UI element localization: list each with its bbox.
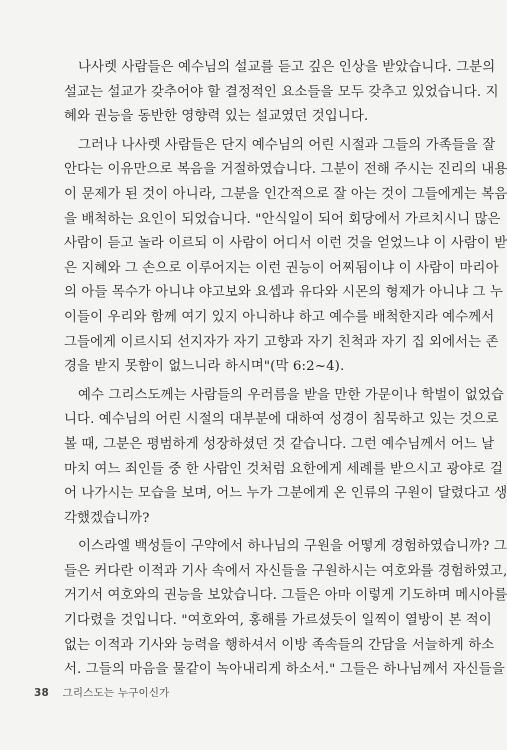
text-line: 예수 그리스도께는 사람들의 우러름을 받을 만한 가문이나 학벌이 없었습 <box>78 387 504 403</box>
page-footer <box>34 685 170 700</box>
text-line: 이들이 우리와 함께 여기 있지 아니하냐 하고 예수를 배척한지라 예수께서 <box>64 309 495 325</box>
text-line: 기다렸을 것입니다. "여호와여, 홍해를 가르셨듯이 일찍이 열방이 본 적이 <box>64 613 492 629</box>
text-line: 각했겠습니까? <box>64 510 150 526</box>
text-line: 경을 받지 못함이 없느니라 하시며"(막 6:2~4). <box>64 359 345 375</box>
text-line: 혜와 권능을 동반한 영향력 있는 설교였던 것입니다. <box>64 109 369 125</box>
text-line: 어 나가시는 모습을 보며, 어느 누가 그분에게 온 인류의 구원이 달렸다고 생 <box>64 486 507 502</box>
text-line: 이 문제가 된 것이 아니라, 그분을 인간적으로 잘 아는 것이 그들에게는 복음 <box>64 186 507 202</box>
paragraph <box>64 134 507 380</box>
text-line: 볼 때, 그분은 평범하게 성장하셨던 것 같습니다. 그런 예수님께서 어느 날 <box>64 436 495 452</box>
text-line: 설교는 설교가 갖추어야 할 결정적인 요소들을 모두 갖추고 있었습니다. 지 <box>64 84 499 100</box>
book-title: 그리스도는 누구이신가 <box>62 687 170 699</box>
text-line: 을 배척하는 요인이 되었습니다. "안식일이 되어 회당에서 가르치시니 많은 <box>64 211 501 227</box>
text-line: 그들에게 이르시되 선지자가 자기 고향과 자기 친척과 자기 집 외에서는 존 <box>64 334 499 350</box>
text-line: 서. 그들의 마음을 물같이 녹아내리게 하소서." 그들은 하나님께서 자신들을 <box>64 662 505 678</box>
text-line: 사람이 듣고 놀라 이르되 이 사람이 어디서 이런 것을 얻었느냐 이 사람이 받 <box>64 236 507 252</box>
page-number: 38 <box>34 687 50 699</box>
text-line: 의 아들 목수가 아니냐 야고보와 요셉과 유다와 시몬의 형제가 아니냐 그 누 <box>64 285 503 301</box>
text-line: 들은 커다란 이적과 기사 속에서 자신들을 구원하시는 여호와를 경험하였고, <box>64 563 507 579</box>
text-line: 안다는 이유만으로 복음을 거절하였습니다. 그분이 전해 주시는 진리의 내용 <box>64 162 507 178</box>
text-line: 거기서 여호와의 권능을 보았습니다. 그들은 아마 이렇게 기도하며 메시아를 <box>64 588 507 604</box>
text-line: 은 지혜와 그 손으로 이루어지는 이런 권능이 어찌됨이냐 이 사람이 마리아 <box>64 260 499 276</box>
paragraph <box>64 56 499 130</box>
text-line: 니다. 예수님의 어린 시절의 대부분에 대하여 성경이 침묵하고 있는 것으로 <box>64 412 499 428</box>
body-text <box>64 56 507 683</box>
text-line: 마치 여느 죄인들 중 한 사람인 것처럼 요한에게 세례를 받으시고 광야로 걸 <box>64 461 503 477</box>
text-line: 나사렛 사람들은 예수님의 설교를 듣고 깊은 인상을 받았습니다. 그분의 <box>78 60 496 75</box>
text-line: 없는 이적과 기사와 능력을 행하셔서 이방 족속들의 간담을 서늘하게 하소 <box>64 637 495 653</box>
paragraph <box>64 384 507 532</box>
paragraph <box>64 535 507 683</box>
text-line: 그러나 나사렛 사람들은 단지 예수님의 어린 시절과 그들의 가족들을 잘 <box>78 137 496 153</box>
text-line: 이스라엘 백성들이 구약에서 하나님의 구원을 어떻게 경험하였습니까? 그 <box>78 539 507 555</box>
